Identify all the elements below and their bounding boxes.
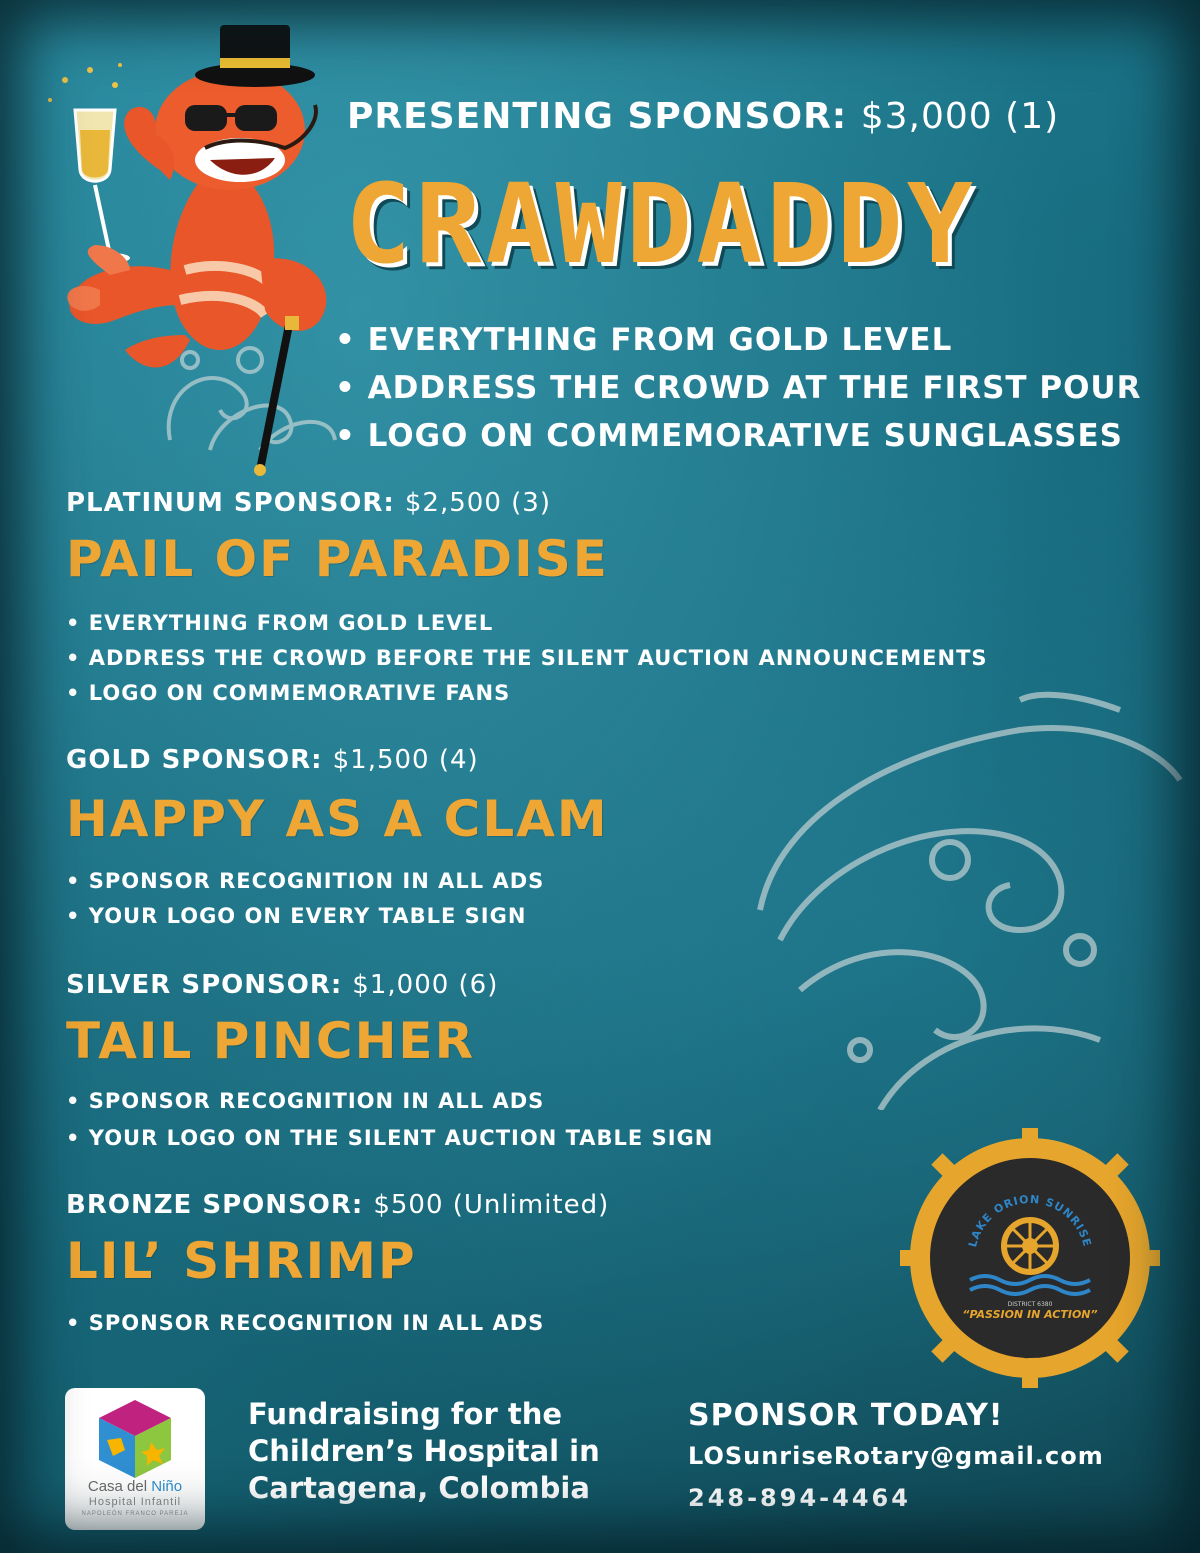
gold-benefits xyxy=(66,864,544,934)
platinum-tier-name: PAIL OF PARADISE xyxy=(66,530,609,588)
presenting-tier-name: CRAWDADDY xyxy=(345,160,978,288)
cube-logo-icon xyxy=(95,1398,175,1480)
list-item: • SPONSOR RECOGNITION IN ALL ADS xyxy=(66,1306,544,1341)
presenting-label: PRESENTING SPONSOR: xyxy=(347,96,848,137)
list-item: • SPONSOR RECOGNITION IN ALL ADS xyxy=(66,864,544,899)
list-item: • LOGO ON COMMEMORATIVE SUNGLASSES xyxy=(335,412,1141,460)
rotary-wheel-icon xyxy=(1004,1220,1056,1272)
gold-amount: $1,500 (4) xyxy=(332,745,479,775)
presenting-amount: $3,000 (1) xyxy=(860,96,1060,137)
list-item: • EVERYTHING FROM GOLD LEVEL xyxy=(335,316,1141,364)
silver-tier-name: TAIL PINCHER xyxy=(66,1012,476,1070)
casa-founder: NAPOLEÓN FRANCO PAREJA xyxy=(81,1511,189,1517)
platinum-label: PLATINUM SPONSOR: xyxy=(66,488,395,518)
gold-label: GOLD SPONSOR: xyxy=(66,745,323,775)
silver-amount: $1,000 (6) xyxy=(352,970,499,1000)
contact-email[interactable]: LOSunriseRotary@gmail.com xyxy=(688,1442,1104,1470)
bronze-amount: $500 (Unlimited) xyxy=(373,1190,610,1220)
gold-sponsor-heading xyxy=(66,745,479,775)
platinum-amount: $2,500 (3) xyxy=(404,488,551,518)
list-item: • ADDRESS THE CROWD AT THE FIRST POUR xyxy=(335,364,1141,412)
contact-phone[interactable]: 248-894-4464 xyxy=(688,1484,911,1512)
champagne-glass-icon xyxy=(48,63,130,263)
list-item: • YOUR LOGO ON EVERY TABLE SIGN xyxy=(66,899,544,934)
badge-bottom-text: SEAFOOD BOIL xyxy=(948,1304,1112,1364)
casa-name xyxy=(65,1478,205,1495)
gold-tier-name: HAPPY AS A CLAM xyxy=(66,790,609,848)
list-item: • ADDRESS THE CROWD BEFORE THE SILENT AUCTION ANNOUNCEMENTS xyxy=(66,641,988,676)
bronze-label: BRONZE SPONSOR: xyxy=(66,1190,364,1220)
badge-motto-text: “PASSION IN ACTION” xyxy=(962,1308,1098,1321)
fundraising-line: Children’s Hospital in xyxy=(248,1434,600,1469)
list-item: • YOUR LOGO ON THE SILENT AUCTION TABLE SIGN xyxy=(66,1120,713,1157)
fundraising-line: Fundraising for the xyxy=(248,1397,563,1431)
crawfish-mascot-icon xyxy=(20,20,350,480)
casa-name-part2: Niño xyxy=(151,1478,183,1495)
bronze-benefits xyxy=(66,1306,544,1341)
fundraising-line: Cartagena, Colombia xyxy=(248,1471,590,1506)
list-item: • SPONSOR RECOGNITION IN ALL ADS xyxy=(66,1083,713,1120)
cane-icon xyxy=(254,316,299,476)
sponsor-today-heading: SPONSOR TODAY! xyxy=(688,1398,1004,1433)
casa-del-nino-logo xyxy=(65,1388,205,1530)
silver-sponsor-heading xyxy=(66,970,498,1000)
flourish-swirl-icon xyxy=(720,690,1190,1110)
casa-name-part1: Casa del xyxy=(87,1478,152,1495)
silver-benefits xyxy=(66,1083,713,1157)
badge-club-text: LAKE ORION SUNRISE xyxy=(966,1192,1094,1249)
badge-top-text: 9TH ANNUAL xyxy=(948,1156,1112,1212)
seafood-boil-badge xyxy=(900,1128,1160,1388)
list-item: • EVERYTHING FROM GOLD LEVEL xyxy=(66,606,988,641)
badge-district-text: DISTRICT 6380 xyxy=(1007,1301,1053,1308)
presenting-benefits xyxy=(335,316,1141,460)
platinum-benefits xyxy=(66,606,988,711)
bronze-tier-name: LIL’ SHRIMP xyxy=(66,1232,417,1290)
presenting-sponsor-heading xyxy=(347,96,1059,137)
fundraising-text xyxy=(248,1396,668,1507)
casa-subtitle: Hospital Infantil xyxy=(88,1496,182,1508)
platinum-sponsor-heading xyxy=(66,488,551,518)
silver-label: SILVER SPONSOR: xyxy=(66,970,343,1000)
bronze-sponsor-heading xyxy=(66,1190,609,1220)
list-item: • LOGO ON COMMEMORATIVE FANS xyxy=(66,676,988,711)
top-hat-icon xyxy=(195,25,315,87)
